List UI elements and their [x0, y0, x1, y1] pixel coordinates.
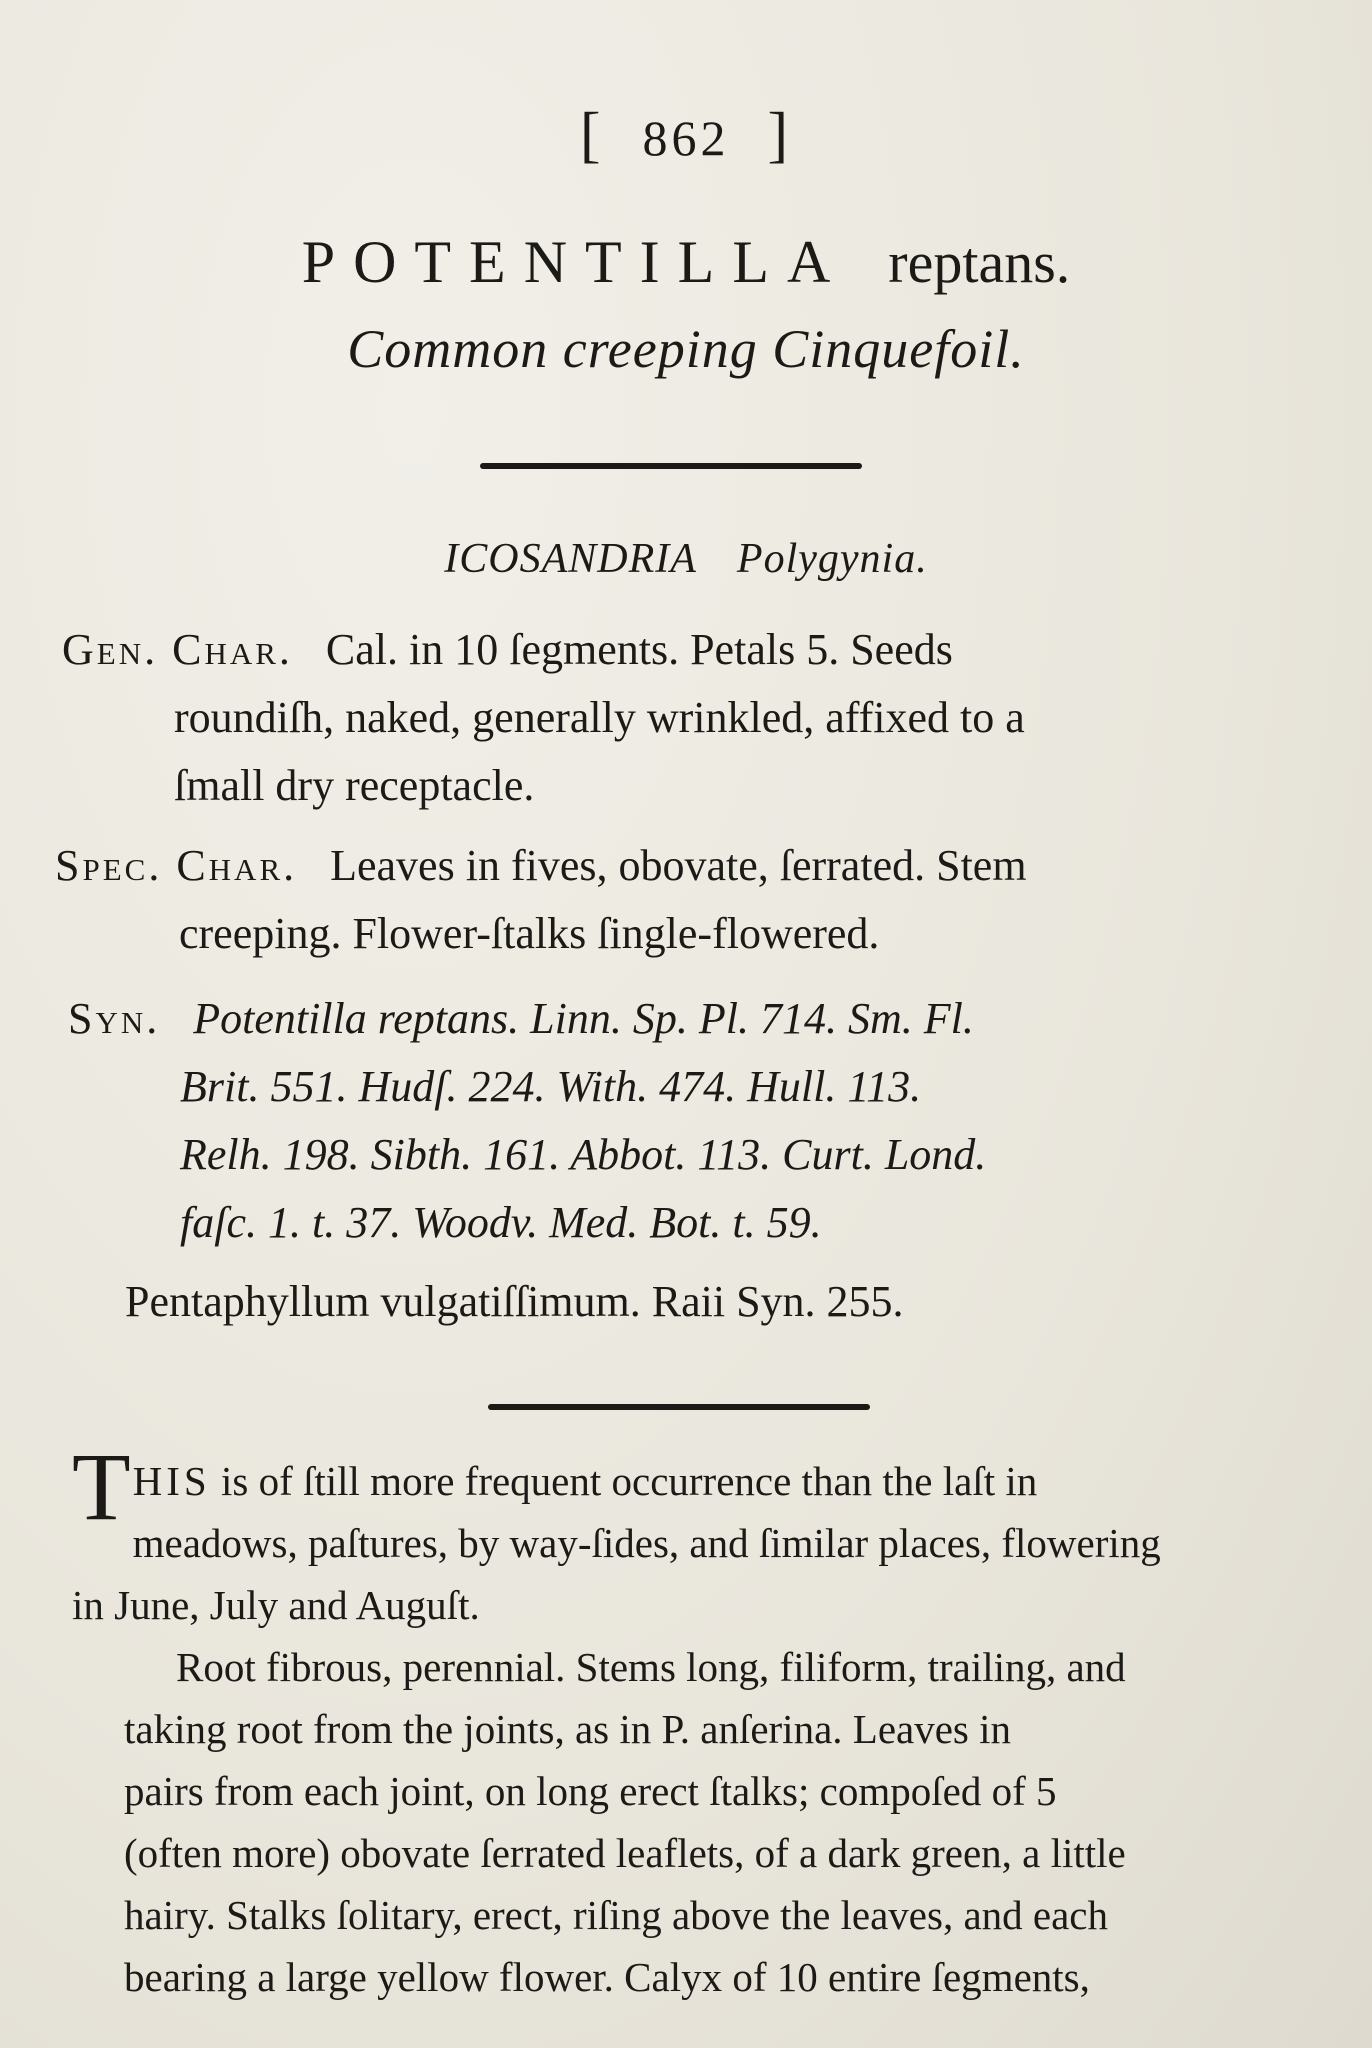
common-name: Common creeping Cinquefoil. [347, 319, 1025, 379]
class-name: ICOSANDRIA [444, 536, 697, 582]
divider-rule-bottom [488, 1404, 870, 1410]
paragraph-2-line-2: taking root from the joints, as in P. anſerina. Leaves in [124, 1706, 1012, 1752]
syn-line-2: Brit. 551. Hudſ. 224. With. 474. Hull. 113. [180, 1062, 922, 1111]
species-name: reptans. [888, 230, 1071, 295]
paragraph-2-line-5: hairy. Stalks ſolitary, erect, riſing above the leaves, and each [124, 1892, 1108, 1938]
classification [0, 535, 1372, 583]
paragraph-1-line-1: is of ſtill more frequent occurrence than the laſt in [220, 1458, 1038, 1504]
paragraph-1-line-3: in June, July and Auguſt. [72, 1582, 480, 1628]
order-name: Polygynia. [736, 536, 928, 582]
gen-char-line-1: Cal. in 10 ſegments. Petals 5. Seeds [325, 625, 953, 674]
paragraph-2-line-3: pairs from each joint, on long erect ſtalks; compoſed of 5 [124, 1768, 1057, 1814]
syn-label: Syn. [68, 994, 161, 1043]
syn-line-3: Relh. 198. Sibth. 161. Abbot. 113. Curt. Lond. [180, 1130, 987, 1179]
paragraph-1 [72, 1433, 1292, 1636]
generic-character [62, 616, 1282, 820]
bracket-open: [ [579, 101, 605, 169]
gen-char-line-3: ſmall dry receptacle. [174, 761, 535, 810]
divider-rule-top [480, 463, 862, 469]
spec-char-label: Spec. Char. [55, 841, 298, 890]
specific-character [55, 832, 1285, 968]
paragraph-2-line-4: (often more) obovate ſerrated leaflets, of a dark green, a little [124, 1830, 1126, 1876]
drop-cap: T [72, 1433, 131, 1540]
syn-line-4: faſc. 1. t. 37. Woodv. Med. Bot. t. 59. [180, 1198, 822, 1247]
paragraph-2-line-1: Root fibrous, perennial. Stems long, filiform, trailing, and [176, 1644, 1126, 1690]
syn-line-1: Potentilla reptans. Linn. Sp. Pl. 714. Sm. Fl. [193, 994, 974, 1043]
spec-char-line-2: creeping. Flower-ſtalks ſingle-flowered. [179, 909, 880, 958]
page-title [0, 228, 1372, 297]
page-number: 862 [642, 110, 730, 166]
spec-char-line-1: Leaves in fives, obovate, ſerrated. Stem [330, 841, 1027, 890]
second-synonym: Pentaphyllum vulgatiſſimum. Raii Syn. 255. [125, 1277, 904, 1326]
paragraph-2-line-6: bearing a large yellow flower. Calyx of 10 entire ſegments, [124, 1954, 1090, 2000]
synonymy [68, 985, 1288, 1257]
gen-char-label: Gen. Char. [62, 625, 293, 674]
bracket-close: ] [767, 101, 793, 169]
paragraph-2 [72, 1636, 1292, 2008]
genus-name: POTENTILLA [301, 229, 849, 295]
paragraph-1-line-2: meadows, paſtures, by way-ſides, and ſimilar places, flowering [132, 1520, 1161, 1566]
paragraph-1-caps: HIS [132, 1458, 211, 1504]
page-number-line [0, 100, 1372, 171]
gen-char-line-2: roundiſh, naked, generally wrinkled, affixed to a [174, 693, 1025, 742]
